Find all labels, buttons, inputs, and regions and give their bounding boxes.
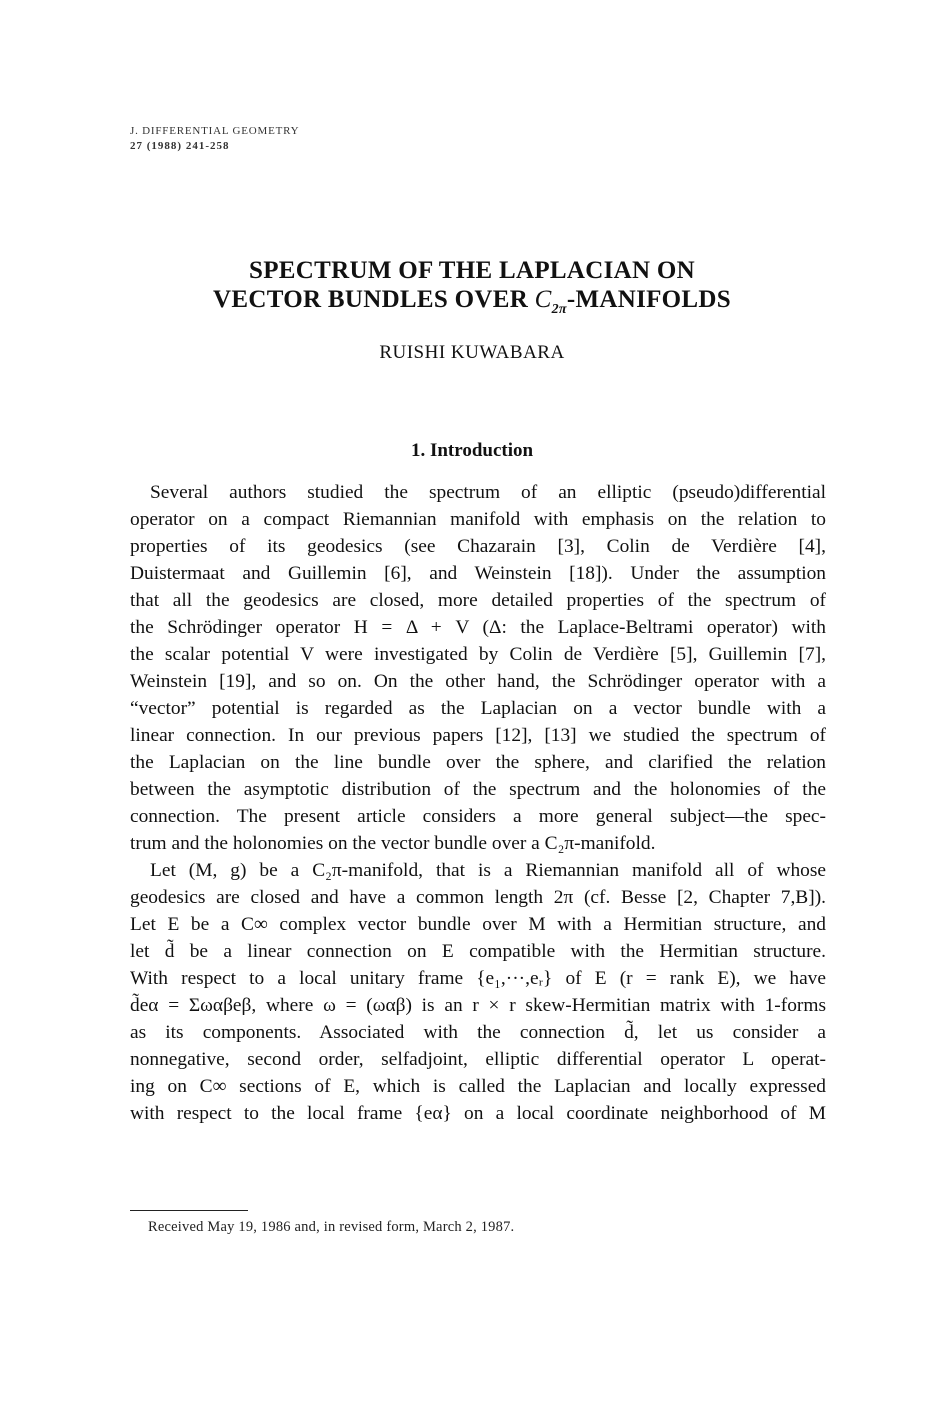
text-line: Let E be a C∞ complex vector bundle over M with a Hermitian structure, and: [130, 914, 826, 935]
title-line-1: SPECTRUM OF THE LAPLACIAN ON: [249, 257, 695, 284]
section-heading: 1. Introduction: [410, 440, 534, 461]
text-line: With respect to a local unitary frame {e₁,···,eᵣ} of E (r = rank E), we have: [130, 968, 826, 989]
text-line: “vector” potential is regarded as the Laplacian on a vector bundle with a: [130, 698, 826, 719]
journal-header: [130, 124, 299, 154]
text-line: trum and the holonomies on the vector bundle over a C₂π-manifold.: [130, 833, 656, 854]
text-line: with respect to the local frame {eα} on a local coordinate neighborhood of M: [130, 1103, 826, 1124]
journal-volume: 27 (1988) 241-258: [130, 140, 230, 152]
text-line: the Laplacian on the line bundle over the sphere, and clarified the relation: [130, 752, 826, 773]
text-line: geodesics are closed and have a common length 2π (cf. Besse [2, Chapter 7,B]).: [130, 887, 826, 908]
text-line: the Schrödinger operator H = Δ + V (Δ: the Laplace-Beltrami operator) with: [130, 617, 826, 638]
footnote: Received May 19, 1986 and, in revised form, March 2, 1987.: [148, 1219, 515, 1235]
text-line: linear connection. In our previous papers [12], [13] we studied the spectrum of: [130, 725, 826, 746]
text-line: ing on C∞ sections of E, which is called the Laplacian and locally expressed: [130, 1076, 826, 1097]
text-line: Several authors studied the spectrum of an elliptic (pseudo)differential: [150, 482, 826, 503]
text-line: Duistermaat and Guillemin [6], and Weinstein [18]). Under the assumption: [130, 563, 826, 584]
body-text: [130, 479, 826, 1127]
author-name: RUISHI KUWABARA: [379, 342, 565, 363]
title-line-2: [0, 285, 944, 324]
text-line: Let (M, g) be a C₂π-manifold, that is a Riemannian manifold all of whose: [150, 860, 826, 881]
title-math-sub: 2π: [551, 302, 567, 317]
journal-name: J. DIFFERENTIAL GEOMETRY: [130, 125, 300, 137]
text-line: operator on a compact Riemannian manifold with emphasis on the relation to: [130, 509, 826, 530]
text-line: between the asymptotic distribution of the spectrum and the holonomies of the: [130, 779, 826, 800]
footnote-rule: [130, 1210, 248, 1211]
text-line: that all the geodesics are closed, more detailed properties of the spectrum of: [130, 590, 826, 611]
text-line: nonnegative, second order, selfadjoint, elliptic differential operator L operat-: [130, 1049, 826, 1070]
text-line: d̃eα = Σωαβeβ, where ω = (ωαβ) is an r × r skew-Hermitian matrix with 1-forms: [130, 995, 826, 1016]
title-math-c: C: [534, 286, 552, 313]
text-line: the scalar potential V were investigated by Colin de Verdière [5], Guillemin [7],: [130, 644, 826, 665]
title-line-2-suffix: -MANIFOLDS: [566, 286, 731, 313]
text-line: as its components. Associated with the connection d̃, let us consider a: [130, 1022, 826, 1043]
title-line-2-prefix: VECTOR BUNDLES OVER: [213, 286, 535, 313]
text-line: let d̃ be a linear connection on E compatible with the Hermitian structure.: [130, 941, 826, 962]
text-line: Weinstein [19], and so on. On the other hand, the Schrödinger operator with a: [130, 671, 826, 692]
text-line: properties of its geodesics (see Chazarain [3], Colin de Verdière [4],: [130, 536, 826, 557]
text-line: connection. The present article considers a more general subject—the spec-: [130, 806, 826, 827]
paper-title: [0, 256, 944, 324]
